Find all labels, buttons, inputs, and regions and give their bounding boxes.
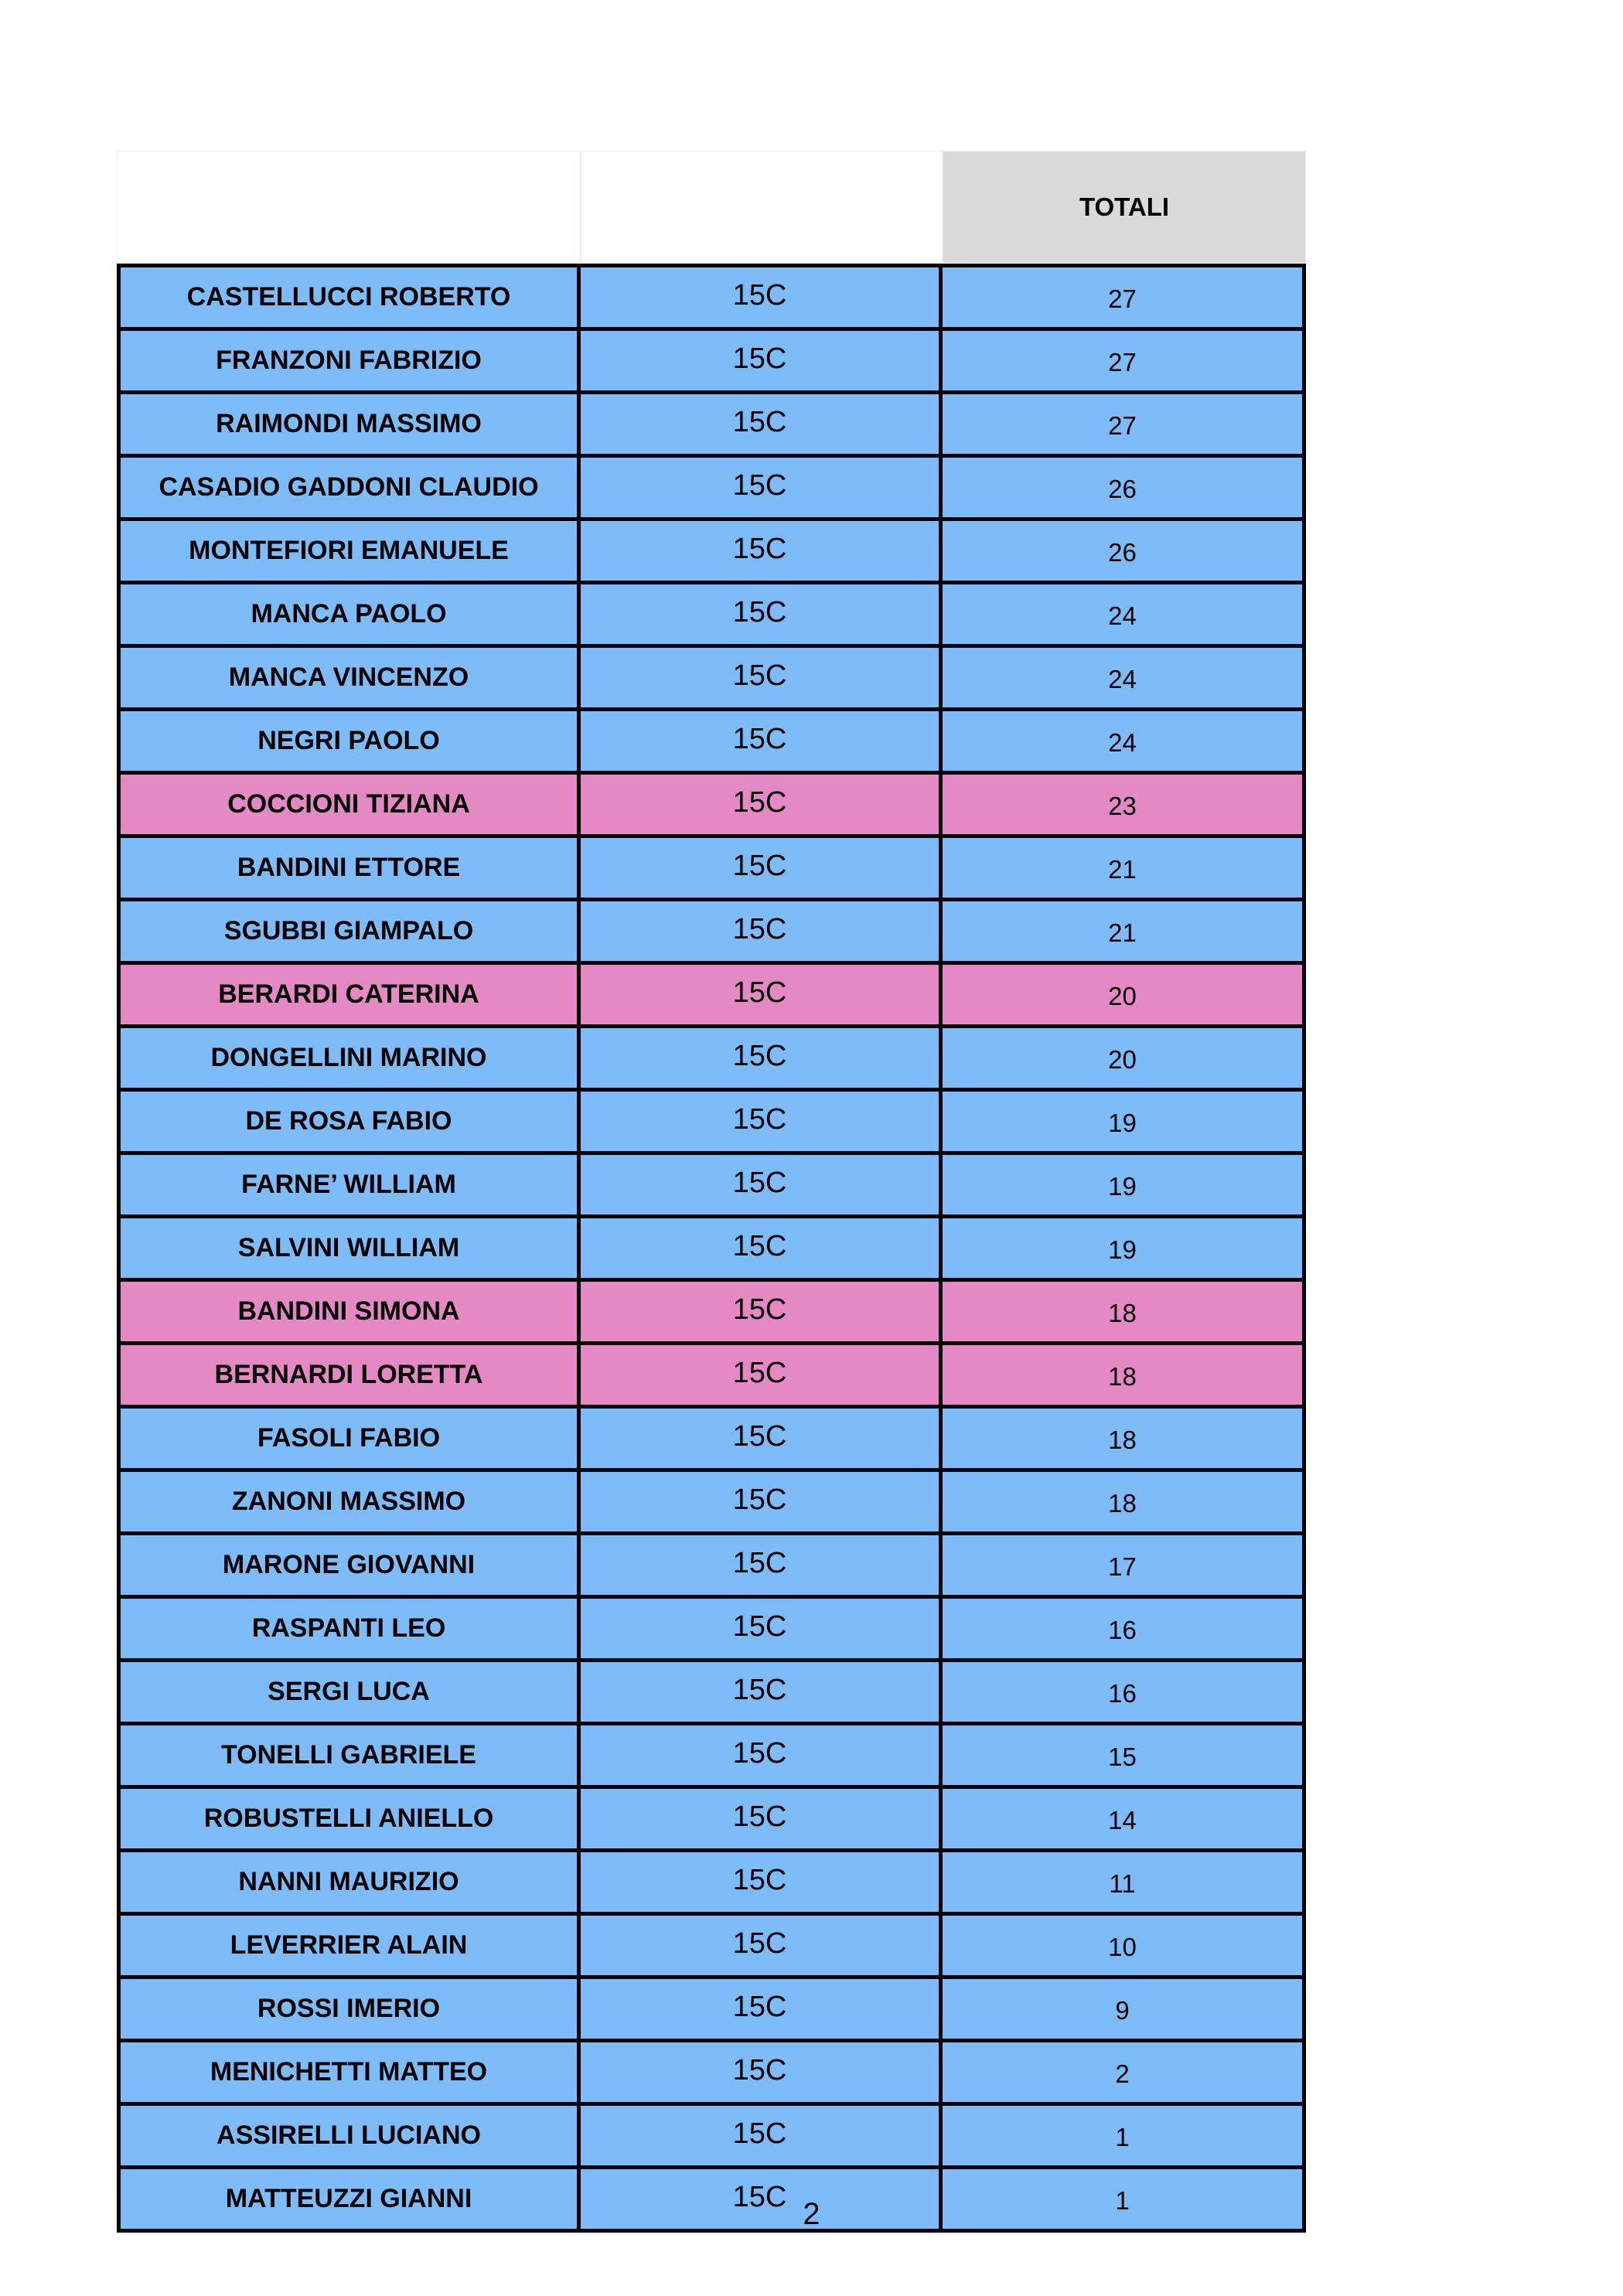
table-row: [121, 711, 1302, 775]
total-cell: 18: [1108, 1361, 1137, 1391]
code-cell: 15C: [581, 1599, 943, 1658]
name-cell: BERNARDI LORETTA: [121, 1345, 581, 1405]
results-table: [117, 151, 1306, 2233]
table-row: [121, 521, 1302, 584]
total-cell: 11: [1109, 1868, 1136, 1898]
code-cell: 15C: [581, 1028, 943, 1088]
total-cell: 21: [1108, 854, 1137, 884]
code-cell: 15C: [581, 2169, 943, 2229]
table-row: [121, 1599, 1302, 1662]
code-cell: 15C: [581, 1916, 943, 1975]
name-cell: DE ROSA FABIO: [121, 1092, 581, 1151]
code-cell: 15C: [581, 267, 943, 327]
name-cell: SALVINI WILLIAM: [121, 1218, 581, 1278]
name-cell: NANNI MAURIZIO: [121, 1852, 581, 1912]
table-row: [121, 2106, 1302, 2169]
total-cell: 24: [1108, 664, 1137, 693]
table-row: [121, 1979, 1302, 2042]
table-row: [121, 584, 1302, 648]
total-cell: 27: [1108, 347, 1137, 376]
code-cell: 15C: [581, 901, 943, 961]
code-cell: 15C: [581, 711, 943, 771]
total-cell: 21: [1108, 918, 1137, 947]
table-row: [121, 1916, 1302, 1979]
name-cell: MONTEFIORI EMANUELE: [121, 521, 581, 581]
name-cell: DONGELLINI MARINO: [121, 1028, 581, 1088]
name-cell: NEGRI PAOLO: [121, 711, 581, 771]
total-cell: 1: [1115, 2122, 1130, 2151]
table-body: [117, 264, 1306, 2233]
name-cell: MARONE GIOVANNI: [121, 1535, 581, 1595]
table-row: [121, 648, 1302, 711]
total-cell: 20: [1108, 981, 1137, 1010]
header-cell-name: [117, 151, 581, 264]
name-cell: BANDINI SIMONA: [121, 1282, 581, 1341]
total-cell: 27: [1108, 284, 1137, 313]
name-cell: CASTELLUCCI ROBERTO: [121, 267, 581, 327]
name-cell: FASOLI FABIO: [121, 1409, 581, 1468]
total-cell: 17: [1108, 1552, 1137, 1581]
name-cell: SGUBBI GIAMPALO: [121, 901, 581, 961]
table-row: [121, 1789, 1302, 1852]
name-cell: MENICHETTI MATTEO: [121, 2042, 581, 2102]
table-row: [121, 267, 1302, 331]
total-cell: 16: [1108, 1615, 1137, 1644]
total-cell: 2: [1115, 2059, 1130, 2088]
table-row: [121, 838, 1302, 901]
code-cell: 15C: [581, 1282, 943, 1341]
table-row: [121, 775, 1302, 838]
code-cell: 15C: [581, 775, 943, 834]
total-cell: 27: [1108, 410, 1137, 440]
code-cell: 15C: [581, 2042, 943, 2102]
code-cell: 15C: [581, 1218, 943, 1278]
code-cell: 15C: [581, 1092, 943, 1151]
table-row: [121, 331, 1302, 394]
total-cell: 1: [1115, 2185, 1130, 2215]
code-cell: 15C: [581, 1345, 943, 1405]
code-cell: 15C: [581, 1472, 943, 1531]
code-cell: 15C: [581, 838, 943, 898]
table-row: [121, 2042, 1302, 2106]
total-cell: 20: [1108, 1044, 1137, 1074]
total-cell: 15: [1108, 1742, 1137, 1771]
name-cell: RASPANTI LEO: [121, 1599, 581, 1658]
table-header: [117, 151, 1306, 264]
code-cell: 15C: [581, 331, 943, 390]
code-cell: 15C: [581, 1725, 943, 1785]
name-cell: LEVERRIER ALAIN: [121, 1916, 581, 1975]
total-cell: 26: [1108, 474, 1137, 503]
name-cell: ZANONI MASSIMO: [121, 1472, 581, 1531]
total-cell: 19: [1108, 1108, 1137, 1137]
total-cell: 14: [1108, 1805, 1137, 1834]
name-cell: SERGI LUCA: [121, 1662, 581, 1722]
code-cell: 15C: [581, 458, 943, 517]
code-cell: 15C: [581, 584, 943, 644]
page-number: 2: [803, 2197, 820, 2231]
name-cell: MANCA PAOLO: [121, 584, 581, 644]
total-cell: 18: [1108, 1298, 1137, 1327]
code-cell: 15C: [581, 965, 943, 1024]
table-row: [121, 458, 1302, 521]
table-row: [121, 1155, 1302, 1218]
total-cell: 24: [1108, 601, 1137, 630]
table-row: [121, 965, 1302, 1028]
total-cell: 18: [1108, 1488, 1137, 1518]
total-cell: 18: [1108, 1425, 1137, 1454]
name-cell: FRANZONI FABRIZIO: [121, 331, 581, 390]
total-cell: 23: [1108, 791, 1137, 820]
table-row: [121, 1535, 1302, 1599]
code-cell: 15C: [581, 394, 943, 454]
code-cell: 15C: [581, 1979, 943, 2039]
code-cell: 15C: [581, 521, 943, 581]
total-cell: 26: [1108, 537, 1137, 567]
name-cell: FARNE’ WILLIAM: [121, 1155, 581, 1214]
name-cell: ASSIRELLI LUCIANO: [121, 2106, 581, 2165]
total-cell: 16: [1108, 1678, 1137, 1708]
table-row: [121, 1092, 1302, 1155]
table-row: [121, 901, 1302, 965]
code-cell: 15C: [581, 1662, 943, 1722]
code-cell: 15C: [581, 1852, 943, 1912]
code-cell: 15C: [581, 1789, 943, 1848]
code-cell: 15C: [581, 648, 943, 707]
table-row: [121, 1028, 1302, 1092]
header-cell-code: [581, 151, 943, 264]
code-cell: 15C: [581, 1409, 943, 1468]
name-cell: MATTEUZZI GIANNI: [121, 2169, 581, 2229]
name-cell: CASADIO GADDONI CLAUDIO: [121, 458, 581, 517]
name-cell: ROSSI IMERIO: [121, 1979, 581, 2039]
total-cell: 10: [1108, 1932, 1137, 1961]
name-cell: COCCIONI TIZIANA: [121, 775, 581, 834]
name-cell: BANDINI ETTORE: [121, 838, 581, 898]
total-cell: 9: [1115, 1995, 1130, 2025]
total-cell: 19: [1108, 1171, 1137, 1201]
name-cell: ROBUSTELLI ANIELLO: [121, 1789, 581, 1848]
total-cell: 19: [1108, 1235, 1137, 1264]
name-cell: BERARDI CATERINA: [121, 965, 581, 1024]
table-row: [121, 1345, 1302, 1409]
name-cell: TONELLI GABRIELE: [121, 1725, 581, 1785]
header-cell-totali: TOTALI: [943, 151, 1306, 264]
code-cell: 15C: [581, 1535, 943, 1595]
code-cell: 15C: [581, 2106, 943, 2165]
total-cell: 24: [1108, 727, 1137, 757]
name-cell: RAIMONDI MASSIMO: [121, 394, 581, 454]
table-row: [121, 394, 1302, 458]
table-row: [121, 1852, 1302, 1916]
table-row: [121, 1218, 1302, 1282]
table-row: [121, 1409, 1302, 1472]
table-row: [121, 1282, 1302, 1345]
table-row: [121, 1725, 1302, 1789]
table-row: [121, 1662, 1302, 1725]
code-cell: 15C: [581, 1155, 943, 1214]
name-cell: MANCA VINCENZO: [121, 648, 581, 707]
table-row: [121, 1472, 1302, 1535]
